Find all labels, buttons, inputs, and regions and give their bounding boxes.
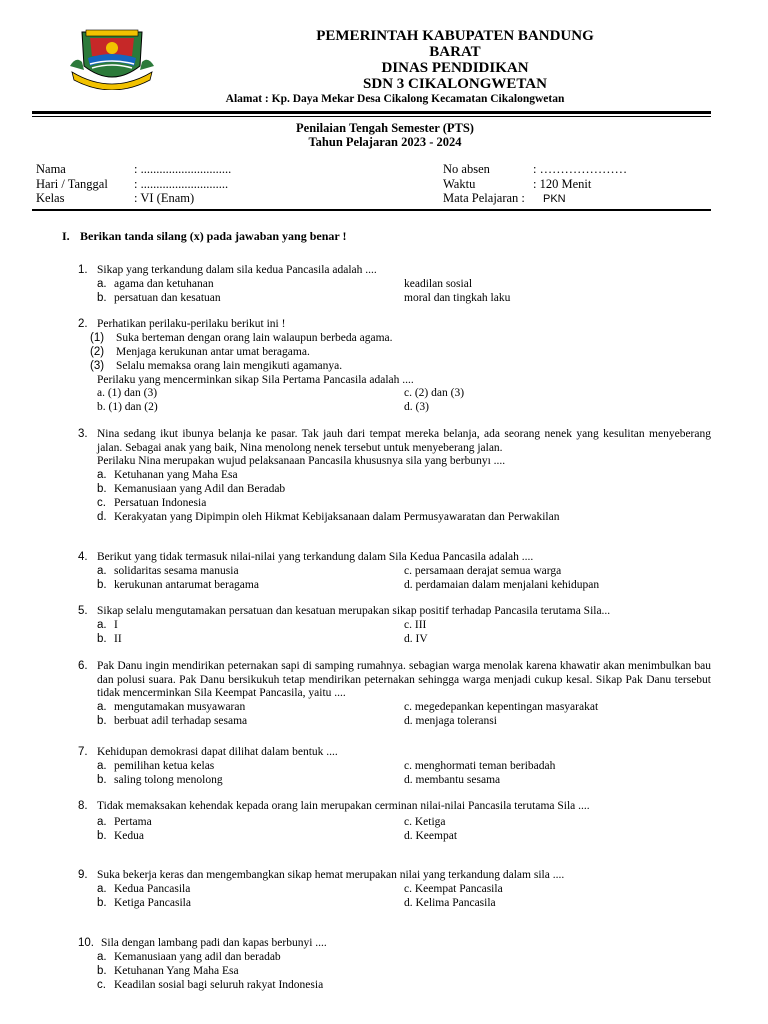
option-c[interactable]: c. persamaan derajat semua warga <box>404 564 562 577</box>
option-b[interactable]: b. kerukunan antarumat beragama <box>97 578 259 591</box>
option-b[interactable]: b. Kedua <box>97 829 145 842</box>
subject-label: Mata Pelajaran : <box>443 191 525 205</box>
option-b[interactable]: b. (1) dan (2) <box>97 401 158 413</box>
option-a[interactable]: a. pemilihan ketua kelas <box>97 759 215 772</box>
absent-number-field[interactable]: : ………………… <box>533 162 628 176</box>
class-value: : VI (Enam) <box>134 191 195 205</box>
header-divider-thick <box>32 111 711 114</box>
option-a[interactable]: a. solidaritas sesama manusia <box>97 564 239 577</box>
question-stem: Kehidupan demokrasi dapat dilihat dalam bentuk .... <box>97 746 338 758</box>
question-stem: Sikap selalu mengutamakan persatuan dan kesatuan merupakan sikap positif terhadap Pancasila terutama Sila... <box>97 605 611 617</box>
header-divider-thin <box>32 116 711 117</box>
option-d[interactable]: moral dan tingkah laku <box>404 291 511 304</box>
question-number: 10. <box>78 937 94 949</box>
statement-3: (3) Selalu memaksa orang lain mengikuti agamanya. <box>90 359 343 372</box>
question-number: 5. <box>78 605 88 617</box>
option-a[interactable]: a. Ketuhanan yang Maha Esa <box>97 468 238 481</box>
option-b[interactable]: b. persatuan dan kesatuan <box>97 291 221 304</box>
option-c[interactable]: c. menghormati teman beribadah <box>404 759 556 772</box>
subject-value: PKN <box>543 193 566 205</box>
option-d[interactable]: d. perdamaian dalam menjalani kehidupan <box>404 578 600 591</box>
question-number: 1. <box>78 264 88 276</box>
option-b[interactable]: b. Kemanusiaan yang Adil dan Beradab <box>97 482 286 495</box>
question-stem: Tidak memaksakan kehendak kepada orang lain merupakan cerminan nilai-nilai Pancasila terutama Sila .... <box>97 800 590 812</box>
question-number: 8. <box>78 800 88 812</box>
date-field[interactable]: : ............................ <box>134 176 229 191</box>
option-a[interactable]: a. mengutamakan musyawaran <box>97 700 246 713</box>
option-c[interactable]: keadilan sosial <box>404 277 473 290</box>
question-number: 2. <box>78 318 88 330</box>
letterhead-line-2: BARAT <box>429 44 481 60</box>
option-d[interactable]: d. membantu sesama <box>404 773 501 786</box>
option-c[interactable]: c. III <box>404 618 427 631</box>
option-d[interactable]: d. Kerakyatan yang Dipimpin oleh Hikmat Kebijaksanaan dalam Permusyawaratan dan Perwakilan <box>97 510 560 523</box>
question-4 <box>78 551 711 593</box>
option-d[interactable]: d. menjaga toleransi <box>404 714 497 727</box>
name-field[interactable]: : ............................. <box>134 162 232 176</box>
option-a[interactable]: a. Kedua Pancasila <box>97 882 191 895</box>
option-d[interactable]: d. Kelima Pancasila <box>404 896 496 909</box>
name-label: Nama <box>36 162 66 176</box>
option-b[interactable]: b. saling tolong menolong <box>97 773 223 786</box>
question-6 <box>78 660 711 729</box>
question-prompt: Perilaku yang mencerminkan sikap Sila Pertama Pancasila adalah .... <box>97 373 414 386</box>
option-c[interactable]: c. Persatuan Indonesia <box>97 496 207 509</box>
question-7 <box>78 746 711 788</box>
section-instruction-text: Berikan tanda silang (x) pada jawaban yang benar ! <box>80 229 347 243</box>
question-stem: Nina sedang ikut ibunya belanja ke pasar. Tak jauh dari tempat mereka belanja, ada seorang nenek yang kesulitan menyeberang jalan. Sebagai anak yang baik, Nina menolong nenek tersebut untuk menyeberang jalan. <box>97 428 711 454</box>
question-9 <box>78 869 711 911</box>
kbb-emblem-icon <box>68 26 156 90</box>
time-value: : 120 Menit <box>533 176 592 191</box>
question-number: 4. <box>78 551 88 563</box>
option-a[interactable]: a. (1) dan (3) <box>97 387 158 399</box>
option-b[interactable]: b. berbuat adil terhadap sesama <box>97 714 248 727</box>
question-number: 7. <box>78 746 88 758</box>
option-a[interactable]: a. I <box>97 618 118 631</box>
option-a[interactable]: a. Kemanusiaan yang adil dan beradab <box>97 950 281 963</box>
option-d[interactable]: d. (3) <box>404 401 429 413</box>
question-stem: Sila dengan lambang padi dan kapas berbunyi .... <box>101 937 327 949</box>
academic-year: Tahun Pelajaran 2023 - 2024 <box>308 135 462 149</box>
letterhead-line-3: DINAS PENDIDIKAN <box>381 60 529 76</box>
option-d[interactable]: d. IV <box>404 632 428 645</box>
section-number: I. <box>62 229 70 243</box>
option-c[interactable]: c. Keempat Pancasila <box>404 882 503 895</box>
date-label: Hari / Tanggal <box>36 176 108 191</box>
question-number: 3. <box>78 428 88 440</box>
letterhead <box>190 28 720 92</box>
question-3 <box>78 428 711 525</box>
section-instruction <box>62 229 347 244</box>
option-b[interactable]: b. II <box>97 632 122 645</box>
student-info-right <box>443 162 711 206</box>
question-number: 6. <box>78 660 88 672</box>
student-info-left <box>36 162 336 206</box>
question-prompt: Perilaku Nina merupakan wujud pelaksanaan Pancasila khususnya sila yang berbunyı .... <box>97 455 506 467</box>
option-c[interactable]: c. Keadilan sosial bagi seluruh rakyat Indonesia <box>97 978 324 991</box>
option-d[interactable]: d. Keempat <box>404 829 458 842</box>
option-b[interactable]: b. Ketuhanan Yang Maha Esa <box>97 964 239 977</box>
info-divider <box>32 209 711 211</box>
letterhead-line-1: PEMERINTAH KABUPATEN BANDUNG <box>316 28 594 44</box>
question-2 <box>78 318 711 415</box>
question-stem: Sikap yang terkandung dalam sila kedua Pancasila adalah .... <box>97 264 377 276</box>
absent-number-label: No absen <box>443 162 490 176</box>
letterhead-line-4: SDN 3 CIKALONGWETAN <box>363 76 547 92</box>
exam-name: Penilaian Tengah Semester (PTS) <box>296 121 474 135</box>
exam-title <box>190 121 580 149</box>
question-1 <box>78 264 711 306</box>
question-8 <box>78 800 711 844</box>
time-label: Waktu <box>443 176 476 191</box>
school-address: Alamat : Kp. Daya Mekar Desa Cikalong Kecamatan Cikalongwetan <box>225 93 565 105</box>
option-c[interactable]: c. megedepankan kepentingan masyarakat <box>404 700 599 713</box>
question-5 <box>78 605 711 647</box>
statement-1: (1) Suka berteman dengan orang lain walaupun berbeda agama. <box>90 331 393 344</box>
class-label: Kelas <box>36 191 65 205</box>
question-stem: Berikut yang tidak termasuk nilai-nilai yang terkandung dalam Sila Kedua Pancasila adalah .... <box>97 551 534 563</box>
question-stem: Pak Danu ingin mendirikan peternakan sapi di samping rumahnya. sebagian warga menolak karena khawatir akan menimbulkan bau dan polusi suara. Pak Danu bersikukuh tetap mendirikan peternakan sehingga warga menjadi cukup kesal. Sikap Pak Danu tersebut tidak mencerminkan Sila Keempat Pancasila, yaitu .... <box>97 660 711 699</box>
question-stem: Perhatikan perilaku-perilaku berikut ini ! <box>97 318 286 330</box>
question-10 <box>78 937 711 993</box>
option-c[interactable]: c. (2) dan (3) <box>404 387 465 399</box>
option-a[interactable]: a. Pertama <box>97 815 152 828</box>
option-a[interactable]: a. agama dan ketuhanan <box>97 277 214 290</box>
option-c[interactable]: c. Ketiga <box>404 815 446 828</box>
question-number: 9. <box>78 869 88 881</box>
statement-2: (2) Menjaga kerukunan antar umat beragama. <box>90 345 310 358</box>
option-b[interactable]: b. Ketiga Pancasila <box>97 896 191 909</box>
question-stem: Suka bekerja keras dan mengembangkan sikap hemat merupakan nilai yang terkandung dalam sila .... <box>97 869 565 881</box>
